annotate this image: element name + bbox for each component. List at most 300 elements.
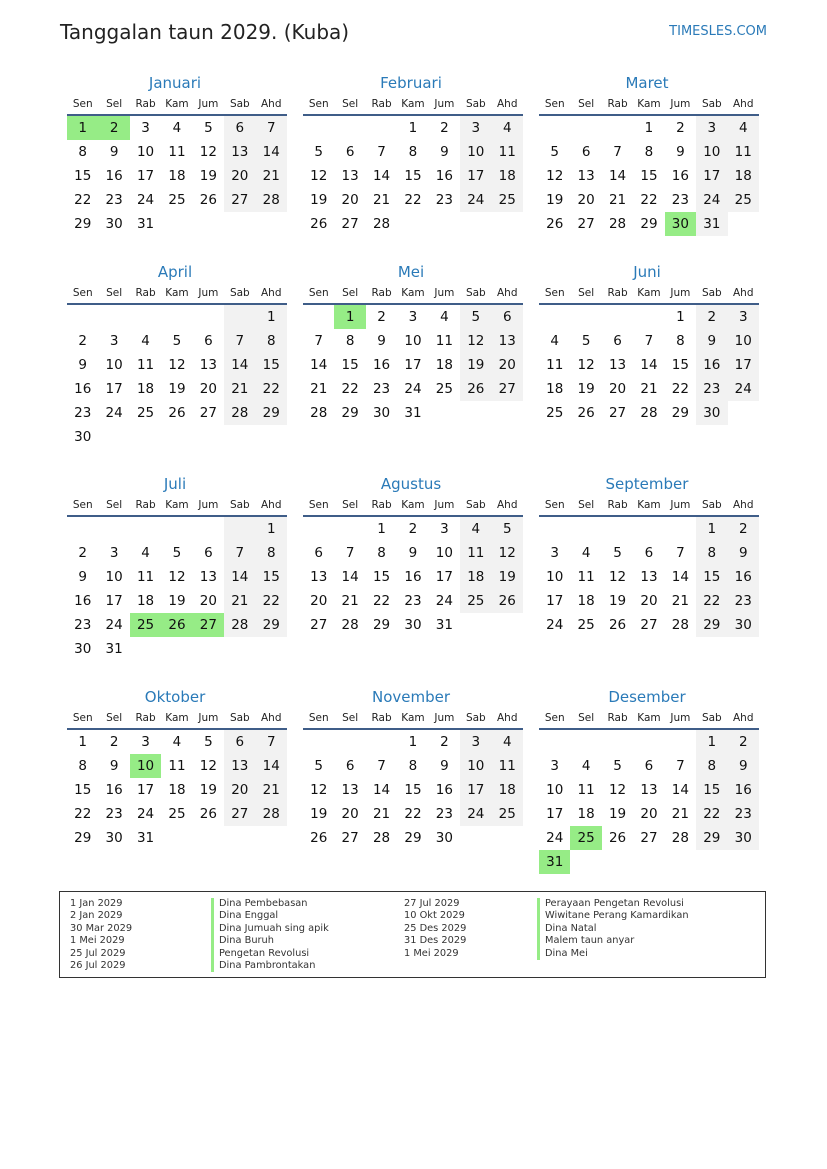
empty-cell	[98, 305, 129, 329]
empty-cell	[161, 305, 192, 329]
empty-cell	[665, 730, 696, 754]
day-cell: 9	[78, 357, 87, 373]
day-cell: 11	[728, 140, 759, 164]
days-grid	[67, 116, 287, 236]
days-grid	[303, 730, 523, 850]
day-cell: 30	[728, 826, 759, 850]
day-cell: 3	[460, 116, 491, 140]
empty-cell	[602, 850, 633, 874]
day-cell: 16	[435, 782, 453, 798]
day-cell: 29	[671, 405, 689, 421]
day-cell: 19	[608, 593, 627, 609]
empty-cell	[130, 425, 161, 449]
empty-cell	[130, 517, 161, 541]
empty-cell	[161, 826, 192, 850]
month-name: November	[371, 688, 451, 706]
day-cell: 4	[141, 545, 150, 561]
day-cell: 18	[492, 164, 523, 188]
day-cell: 23	[435, 806, 453, 822]
day-cell: 6	[204, 545, 213, 561]
day-cell: 17	[728, 353, 759, 377]
day-cell: 25	[168, 192, 186, 208]
day-cell: 4	[172, 120, 182, 136]
day-cell: 8	[256, 541, 287, 565]
day-cell: 30	[74, 641, 92, 657]
day-cell: 4	[581, 758, 591, 774]
day-cell: 19	[608, 806, 627, 822]
day-cell: 13	[224, 140, 255, 164]
day-cell: 14	[671, 569, 689, 585]
empty-cell	[460, 212, 491, 236]
day-cell: 8	[644, 144, 654, 160]
day-cell: 12	[608, 569, 627, 585]
day-cell: 17	[546, 593, 564, 609]
day-cell: 25	[570, 826, 601, 850]
weekday-label: Kam	[401, 712, 425, 724]
empty-cell	[303, 116, 334, 140]
day-cell: 11	[577, 782, 595, 798]
day-cell: 16	[728, 565, 759, 589]
day-cell: 4	[550, 333, 559, 349]
day-cell: 21	[640, 381, 658, 397]
day-cell: 22	[404, 806, 422, 822]
empty-cell	[256, 637, 287, 661]
month-name: Juni	[633, 263, 661, 281]
empty-cell	[224, 637, 255, 661]
weekday-label: Ahd	[732, 712, 754, 724]
day-cell: 6	[314, 545, 323, 561]
day-cell: 19	[546, 192, 564, 208]
empty-cell	[728, 850, 759, 874]
month-november	[303, 686, 523, 850]
day-cell: 25	[492, 802, 523, 826]
days-grid	[303, 517, 523, 637]
day-cell: 30	[372, 405, 391, 421]
holiday-date: 25 Des 2029	[404, 922, 467, 934]
empty-cell	[193, 305, 224, 329]
weekday-label: Ahd	[260, 712, 282, 724]
day-cell: 13	[640, 782, 658, 798]
weekday-label: Sen	[308, 499, 329, 511]
weekday-header	[67, 283, 287, 305]
day-cell: 27	[310, 617, 328, 633]
empty-cell	[460, 613, 491, 637]
day-cell: 8	[676, 333, 685, 349]
day-cell: 23	[74, 405, 92, 421]
day-cell: 20	[577, 192, 595, 208]
day-cell: 11	[168, 758, 186, 774]
day-cell: 17	[105, 593, 123, 609]
empty-cell	[256, 425, 287, 449]
day-cell: 17	[546, 806, 564, 822]
weekday-label: Rab	[607, 712, 628, 724]
day-cell: 26	[161, 613, 192, 637]
day-cell: 13	[341, 168, 359, 184]
day-cell: 20	[640, 806, 658, 822]
day-cell: 30	[696, 401, 727, 425]
day-cell: 14	[256, 754, 287, 778]
day-cell: 4	[492, 116, 523, 140]
month-name: Maret	[625, 74, 669, 92]
day-cell: 1	[377, 521, 386, 537]
holiday-list	[59, 891, 766, 978]
day-cell: 15	[256, 353, 287, 377]
day-cell: 2	[728, 517, 759, 541]
weekday-label: Sab	[465, 712, 486, 724]
day-cell: 8	[377, 545, 386, 561]
day-cell: 30	[404, 617, 422, 633]
weekday-label: Rab	[371, 98, 392, 110]
day-cell: 31	[105, 641, 123, 657]
days-grid	[303, 116, 523, 236]
day-cell: 20	[640, 593, 658, 609]
day-cell: 19	[199, 168, 217, 184]
empty-cell	[539, 305, 570, 329]
day-cell: 19	[460, 353, 491, 377]
day-cell: 26	[577, 405, 595, 421]
days-grid	[539, 116, 759, 236]
day-cell: 22	[74, 806, 92, 822]
empty-cell	[602, 305, 633, 329]
weekday-label: Ahd	[496, 98, 518, 110]
weekday-header	[303, 708, 523, 730]
empty-cell	[728, 212, 759, 236]
day-cell: 12	[168, 357, 186, 373]
day-cell: 20	[199, 381, 217, 397]
day-cell: 5	[581, 333, 591, 349]
month-name: April	[157, 263, 193, 281]
weekday-label: Ahd	[496, 499, 518, 511]
day-cell: 19	[310, 192, 328, 208]
weekday-header	[303, 495, 523, 517]
weekday-header	[539, 708, 759, 730]
weekday-label: Sen	[544, 499, 565, 511]
day-cell: 6	[581, 144, 591, 160]
holiday-date: 2 Jan 2029	[70, 910, 123, 922]
day-cell: 6	[492, 305, 523, 329]
day-cell: 14	[224, 353, 255, 377]
weekday-label: Sel	[106, 98, 123, 110]
day-cell: 20	[310, 593, 328, 609]
day-cell: 15	[671, 357, 689, 373]
day-cell: 28	[310, 405, 328, 421]
day-cell: 10	[546, 569, 564, 585]
day-cell: 17	[136, 168, 155, 184]
day-cell: 24	[404, 381, 422, 397]
day-cell: 21	[256, 778, 287, 802]
day-cell: 28	[224, 613, 255, 637]
day-cell: 26	[608, 830, 627, 846]
day-cell: 3	[550, 545, 559, 561]
empty-cell	[570, 305, 601, 329]
day-cell: 4	[581, 545, 591, 561]
day-cell: 10	[728, 329, 759, 353]
weekday-label: Kam	[401, 98, 425, 110]
day-cell: 23	[105, 192, 123, 208]
empty-cell	[633, 305, 664, 329]
empty-cell	[570, 730, 601, 754]
weekday-label: Jum	[198, 712, 219, 724]
empty-cell	[161, 212, 192, 236]
day-cell: 8	[78, 758, 87, 774]
day-cell: 30	[105, 830, 123, 846]
month-januari	[67, 72, 287, 236]
empty-cell	[602, 730, 633, 754]
day-cell: 22	[256, 589, 287, 613]
days-grid	[67, 730, 287, 850]
month-februari	[303, 72, 523, 236]
weekday-label: Sel	[578, 499, 595, 511]
day-cell: 20	[341, 806, 359, 822]
weekday-label: Ahd	[260, 98, 282, 110]
month-april	[67, 261, 287, 449]
day-cell: 7	[676, 758, 685, 774]
weekday-label: Sel	[106, 287, 123, 299]
day-cell: 19	[492, 565, 523, 589]
month-name: Desember	[608, 688, 686, 706]
day-cell: 18	[168, 782, 186, 798]
day-cell: 5	[172, 545, 182, 561]
weekday-label: Rab	[607, 287, 628, 299]
day-cell: 2	[98, 116, 129, 140]
weekday-label: Sab	[701, 712, 722, 724]
day-cell: 29	[404, 830, 422, 846]
holiday-names-right	[537, 898, 689, 960]
day-cell: 23	[74, 617, 92, 633]
day-cell: 1	[408, 734, 418, 750]
empty-cell	[303, 305, 334, 329]
empty-cell	[366, 730, 397, 754]
day-cell: 27	[341, 830, 359, 846]
day-cell: 7	[314, 333, 323, 349]
weekday-label: Sen	[308, 287, 329, 299]
holiday-name: Wiwitane Perang Kamardikan	[537, 910, 689, 922]
day-cell: 24	[105, 405, 123, 421]
day-cell: 12	[168, 569, 186, 585]
weekday-label: Rab	[135, 98, 156, 110]
day-cell: 3	[408, 309, 418, 325]
empty-cell	[67, 517, 98, 541]
holiday-name: Dina Pembebasan	[211, 898, 329, 910]
day-cell: 6	[345, 144, 355, 160]
day-cell: 2	[696, 305, 727, 329]
day-cell: 25	[435, 381, 453, 397]
empty-cell	[334, 517, 365, 541]
weekday-label: Sab	[465, 287, 486, 299]
day-cell: 8	[256, 329, 287, 353]
brand-link[interactable]: TIMESLES.COM	[669, 24, 767, 39]
weekday-label: Jum	[434, 499, 455, 511]
day-cell: 10	[460, 140, 491, 164]
month-agustus	[303, 473, 523, 637]
day-cell: 23	[696, 377, 727, 401]
holiday-name: Pengetan Revolusi	[211, 948, 329, 960]
day-cell: 26	[310, 216, 328, 232]
month-oktober	[67, 686, 287, 850]
empty-cell	[539, 116, 570, 140]
day-cell: 12	[199, 144, 217, 160]
empty-cell	[303, 730, 334, 754]
day-cell: 21	[341, 593, 359, 609]
day-cell: 25	[136, 405, 155, 421]
day-cell: 18	[460, 565, 491, 589]
day-cell: 9	[408, 545, 418, 561]
day-cell: 24	[136, 192, 155, 208]
day-cell: 26	[310, 830, 328, 846]
day-cell: 25	[546, 405, 564, 421]
day-cell: 21	[671, 593, 689, 609]
day-cell: 15	[372, 569, 391, 585]
empty-cell	[161, 425, 192, 449]
day-cell: 25	[577, 617, 595, 633]
empty-cell	[570, 116, 601, 140]
day-cell: 22	[404, 192, 422, 208]
weekday-label: Kam	[401, 499, 425, 511]
weekday-label: Sen	[72, 712, 93, 724]
weekday-label: Sab	[701, 98, 722, 110]
day-cell: 24	[460, 802, 491, 826]
month-name: September	[605, 475, 689, 493]
empty-cell	[429, 212, 460, 236]
day-cell: 31	[435, 617, 453, 633]
holiday-name: Malem taun anyar	[537, 935, 689, 947]
day-cell: 24	[696, 188, 727, 212]
days-grid	[67, 517, 287, 661]
day-cell: 5	[613, 758, 622, 774]
day-cell: 23	[728, 589, 759, 613]
empty-cell	[193, 637, 224, 661]
weekday-label: Rab	[607, 499, 628, 511]
day-cell: 29	[696, 826, 727, 850]
day-cell: 16	[372, 357, 391, 373]
day-cell: 19	[199, 782, 217, 798]
empty-cell	[366, 116, 397, 140]
holiday-name: Dina Buruh	[211, 935, 329, 947]
holiday-dates-right	[404, 898, 466, 960]
empty-cell	[665, 850, 696, 874]
holiday-name: Dina Pambrontakan	[211, 960, 329, 972]
day-cell: 27	[640, 617, 658, 633]
day-cell: 3	[696, 116, 727, 140]
day-cell: 6	[204, 333, 213, 349]
weekday-label: Kam	[165, 499, 189, 511]
day-cell: 26	[460, 377, 491, 401]
weekday-label: Rab	[371, 499, 392, 511]
weekday-header	[539, 495, 759, 517]
day-cell: 26	[199, 192, 217, 208]
month-name: Februari	[380, 74, 442, 92]
weekday-label: Kam	[165, 712, 189, 724]
day-cell: 23	[435, 192, 453, 208]
day-cell: 22	[74, 192, 92, 208]
weekday-label: Kam	[637, 712, 661, 724]
day-cell: 27	[193, 613, 224, 637]
day-cell: 15	[341, 357, 359, 373]
day-cell: 22	[341, 381, 359, 397]
day-cell: 29	[696, 613, 727, 637]
empty-cell	[334, 730, 365, 754]
day-cell: 21	[608, 192, 627, 208]
day-cell: 5	[492, 517, 523, 541]
day-cell: 8	[78, 144, 87, 160]
day-cell: 28	[608, 216, 627, 232]
holiday-name: Dina Enggal	[211, 910, 329, 922]
empty-cell	[460, 401, 491, 425]
day-cell: 19	[168, 381, 186, 397]
weekday-label: Ahd	[496, 712, 518, 724]
day-cell: 17	[696, 164, 727, 188]
day-cell: 11	[136, 569, 155, 585]
day-cell: 12	[492, 541, 523, 565]
holiday-date: 1 Jan 2029	[70, 898, 123, 909]
day-cell: 28	[256, 188, 287, 212]
weekday-label: Sel	[106, 499, 123, 511]
weekday-label: Jum	[670, 287, 691, 299]
weekday-label: Kam	[637, 287, 661, 299]
day-cell: 9	[109, 758, 119, 774]
holiday-date: 10 Okt 2029	[404, 910, 465, 922]
empty-cell	[303, 517, 334, 541]
month-name: Agustus	[380, 475, 442, 493]
day-cell: 3	[109, 333, 119, 349]
day-cell: 8	[408, 144, 418, 160]
day-cell: 4	[492, 730, 523, 754]
day-cell: 29	[256, 401, 287, 425]
day-cell: 10	[696, 140, 727, 164]
empty-cell	[492, 212, 523, 236]
day-cell: 11	[168, 144, 186, 160]
day-cell: 24	[546, 830, 564, 846]
day-cell: 2	[676, 120, 685, 136]
day-cell: 14	[640, 357, 658, 373]
empty-cell	[633, 850, 664, 874]
weekday-label: Sen	[544, 712, 565, 724]
day-cell: 1	[408, 120, 418, 136]
empty-cell	[193, 826, 224, 850]
day-cell: 3	[440, 521, 449, 537]
weekday-label: Jum	[198, 499, 219, 511]
day-cell: 14	[341, 569, 359, 585]
day-cell: 3	[141, 734, 150, 750]
day-cell: 30	[105, 216, 123, 232]
day-cell: 11	[460, 541, 491, 565]
day-cell: 14	[608, 168, 627, 184]
weekday-label: Sel	[342, 287, 359, 299]
empty-cell	[224, 517, 255, 541]
day-cell: 6	[644, 545, 654, 561]
weekday-label: Ahd	[260, 499, 282, 511]
day-cell: 7	[224, 329, 255, 353]
day-cell: 8	[696, 541, 727, 565]
empty-cell	[492, 826, 523, 850]
month-mei	[303, 261, 523, 425]
empty-cell	[602, 517, 633, 541]
days-grid	[539, 305, 759, 425]
day-cell: 7	[676, 545, 685, 561]
weekday-label: Jum	[434, 712, 455, 724]
weekday-label: Rab	[135, 712, 156, 724]
weekday-label: Kam	[165, 287, 189, 299]
day-cell: 18	[136, 593, 155, 609]
day-cell: 8	[408, 758, 418, 774]
holiday-name: Dina Jumuah sing apik	[211, 923, 329, 935]
day-cell: 23	[372, 381, 391, 397]
day-cell: 27	[224, 188, 255, 212]
empty-cell	[665, 517, 696, 541]
day-cell: 17	[105, 381, 123, 397]
weekday-label: Ahd	[496, 287, 518, 299]
day-cell: 20	[224, 164, 255, 188]
